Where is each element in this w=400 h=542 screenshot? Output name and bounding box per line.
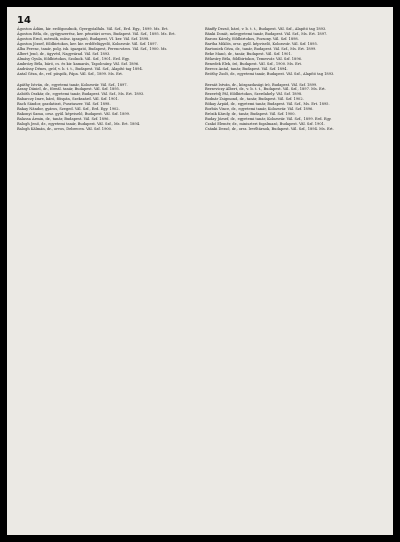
page-number: 14 — [17, 15, 31, 26]
list-item: Ágoston Ernő, mérnök, műsz. igazgató, Budapest, VI. ker. Vál. Szf. 1898. — [17, 36, 150, 41]
list-item: Babarczy Imre, báró, főispán, Szekszárd. Vál. Szf. 1901. — [17, 97, 119, 102]
list-item: Ágoston Ádám, kir. erdőgondnok, Gyergyóalfalu. Vál. Szf., Erd. Egy., 1899. Ms. Ert. — [17, 27, 169, 31]
list-item: Borbás Vince, dr., egyetemi tanár, Kolozsvár. Vál. Szf. 1896. — [205, 107, 314, 112]
list-item: Baross Károly, földbirtokos, Pozsony. Vál. Szf. 1898. — [205, 36, 299, 41]
list-item: Bakay Nándor, gyáros, Szeged. Vál. Szf., Erd. Egy. 1902. — [17, 107, 120, 112]
list-item: Beöthy Zsolt, dr., egyetemi tanár, Budapest. Vál. Szf., Alapító tag 1893. — [205, 71, 335, 76]
list-item: Bartoniek Géza, dr., tanár, Budapest. Vál. Szf., Ms. Ert. 1899. — [205, 46, 317, 51]
list-item: Ambrózy Béla, báró, cs. és kir. kamarás, Tapolcsány. Vál. Szf. 1896. — [17, 61, 140, 66]
list-item: Balogh Jenő, dr., egyetemi tanár, Budapest. Vál. Szf., Ms. Ert. 1894. — [17, 122, 141, 127]
list-item: Brózik Károly, dr., tanár, Budapest. Vál. Szf. 1900. — [205, 112, 296, 117]
list-item: Beke Manó, dr., tanár, Budapest. Vál. Szf. 1901. — [205, 51, 292, 56]
left-column — [17, 27, 197, 132]
list-item: Ágoston Béla, dr., gyógyszerész, ker. pénztári orvos, Budapest. Vál. Szf., 1895. Ms. Ert. — [17, 31, 176, 36]
list-item: Bernát István, dr., közgazdasági író, Budapest. Vál. Szf. 1899. — [205, 82, 318, 87]
list-item: Buday József, dr., egyetemi tanár, Kolozsvár. Vál. Szf., 1899. Erd. Egy. — [205, 117, 332, 122]
list-item: Bach Sándor, gazdatiszt, Pusztaszer. Vál. Szf. 1898. — [17, 102, 111, 107]
list-item: Czakó Elemér, dr., miniszteri fogalmazó, Budapest. Vál. Szf. 1901. — [205, 122, 326, 127]
list-item: Antal Géza, dr., ref. püspök, Pápa. Vál. Szf., 1899. Ms. Ert. — [17, 71, 123, 76]
list-item: Berzeviczy Albert, dr., v. b. t. t., Budapest. Vál. Szf., 1897. Ms. Ert. — [205, 87, 326, 92]
list-item: Andrássy Dénes, gróf, v. b. t. t., Budapest. Vál. Szf., Alapító tag 1894. — [17, 66, 143, 71]
list-item: Bánffy Dezső, báró, v. b. t. t., Budapest. Vál. Szf., Alapító tag 1893. — [205, 27, 327, 31]
list-item: Bánki Donát, műegyetemi tanár, Budapest. Vál. Szf., Ms. Ert. 1897. — [205, 31, 328, 36]
list-item: Alba Ferenc, tanár, polg. isk. igazgató, Budapest, Ferencváros. Vál. Szf., 1900. Ms. — [17, 46, 168, 51]
list-item: Bezerédj Pál, földbirtokos, Szerdahely. Vál. Szf. 1898. — [205, 92, 303, 97]
list-item: Apáthy István, dr., egyetemi tanár, Kolozsvár. Vál. Szf., 1897. — [17, 82, 128, 87]
document-page — [7, 7, 393, 535]
list-item: Bakonyi Samu, orsz. gyűl. képviselő, Budapest. Vál. Szf. 1899. — [17, 112, 131, 117]
list-item: Bókay Árpád, dr., egyetemi tanár, Budapest. Vál. Szf., Ms. Ert. 1895. — [205, 102, 330, 107]
list-item: Bartha Miklós, orsz. gyűl. képviselő, Kolozsvár. Vál. Szf. 1895. — [205, 41, 318, 46]
list-item: Almásy Gyula, földbirtokos, Szolnok. Vál. Szf., 1901. Erd. Egy. — [17, 56, 130, 61]
list-item: Balassa Ármin, dr., tanár, Budapest. Vál. Szf. 1896. — [17, 117, 110, 122]
list-item: Arany Dániel, dr., főreál. tanár, Budapest. Vál. Szf. 1895. — [17, 87, 120, 92]
list-item: Bélaváry Béla, földbirtokos, Temesvár. Vál. Szf. 1896. — [205, 56, 303, 61]
list-item: Ágoston József, földbirtokos, ker. kir. erdőfelügyelő, Kolozsvár. Vál. Szf. 1897. — [17, 41, 158, 46]
list-item: Asbóth Oszkár, dr., egyetemi tanár, Budapest. Vál. Szf., Ms. Ert. 1893. — [17, 92, 145, 97]
right-column — [205, 27, 385, 132]
list-item: Benedek Elek, író, Budapest. Vál. Szf., 1900. Ms. Ert. — [205, 61, 303, 66]
list-item: Balogh Kálmán, dr., orvos, Debrecen. Vál. Szf. 1900. — [17, 127, 113, 132]
list-item: Bodnár Zsigmond, dr., tanár, Budapest. Vál. Szf. 1902. — [205, 97, 304, 102]
list-item: Albert Jenő, dr., ügyvéd, Nagyvárad. Vál. Szf. 1893. — [17, 51, 111, 56]
list-item: Berecz Antal, tanár, Budapest. Vál. Szf. 1894. — [205, 66, 288, 71]
list-item: Csánki Dezső, dr., orsz. levéltárnok, Budapest. Vál. Szf., 1894. Ms. Ert. — [205, 127, 334, 132]
